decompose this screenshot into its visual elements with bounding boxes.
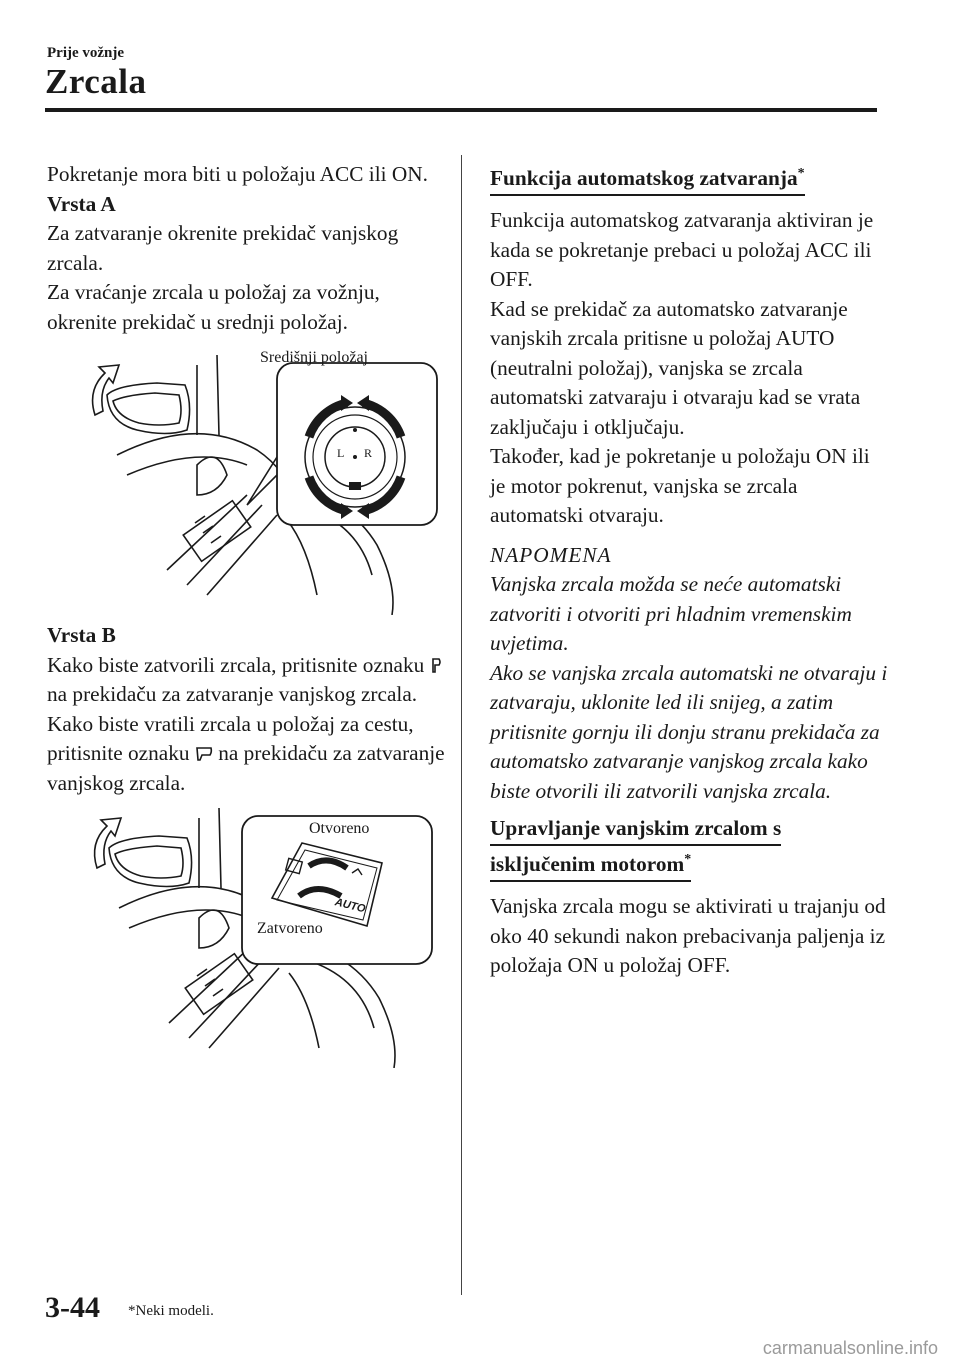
auto-close-text-3: Također, kad je pokretanje u položaju ON ili je motor pokrenut, vanjska se zrcala automatski otvaraju.: [490, 444, 870, 528]
door-mirror-switch-illustration-a: [47, 345, 447, 615]
auto-close-text-1: Funkcija automatskog zatvaranja aktiviran je kada se pokretanje prebaci u položaj ACC ili OFF.: [490, 208, 874, 292]
note-heading: NAPOMENA: [490, 542, 612, 567]
page-title: Zrcala: [45, 62, 147, 101]
closed-label: Zatvoreno: [257, 920, 323, 937]
mirror-unfold-icon: [195, 744, 213, 762]
left-column: [47, 160, 447, 1068]
auto-close-text-2: Kad se prekidač za automatsko zatvaranje vanjskih zrcala pritisne u položaj AUTO (neutralni položaj), vanjska se zrcala automatski zatvaraju i otvaraju kad se vrata zaključaju i otključaju.: [490, 296, 861, 439]
type-a-text-2: Za vraćanje zrcala u položaj za vožnju, okrenite prekidač u srednji položaj.: [47, 280, 380, 334]
door-mirror-switch-illustration-b: [47, 808, 447, 1068]
engine-off-text: Vanjska zrcala mogu se aktivirati u trajanju od oko 40 sekundi nakon prebacivanja paljenja iz položaja ON u položaj OFF.: [490, 894, 886, 978]
note-text-1: Vanjska zrcala možda se neće automatski zatvoriti i otvoriti pri hladnim vremenskim uvjetima.: [490, 572, 852, 656]
mirror-fold-icon: [430, 656, 442, 674]
open-label: Otvoreno: [309, 820, 370, 837]
center-position-label: Središnji položaj: [260, 349, 368, 366]
right-column: [490, 160, 890, 981]
note-text-2: Ako se vanjska zrcala automatski ne otvaraju i zatvaraju, uklonite led ili snijeg, a zatim pritisnite gornju ili donju stranu prekidača za automatsko zatvaranje vanjskog zrcala kako biste otvorili ili zatvorili vanjska zrcala.: [490, 660, 888, 803]
type-b-text-1a: Kako biste zatvorili zrcala, pritisnite oznaku: [47, 652, 425, 677]
type-a-heading: Vrsta A: [47, 191, 116, 216]
type-b-heading: Vrsta B: [47, 623, 116, 647]
page-number: 3-44: [45, 1291, 100, 1324]
type-a-text-1: Za zatvaranje okrenite prekidač vanjskog zrcala.: [47, 221, 399, 275]
column-divider: [461, 155, 462, 1295]
type-b-text-1b: na prekidaču za zatvaranje vanjskog zrcala.: [47, 682, 418, 706]
auto-close-heading-text: Funkcija automatskog zatvaranja: [490, 166, 798, 191]
auto-switch-callout: [242, 816, 432, 964]
figure-type-b: [47, 808, 447, 1068]
intro-text: Pokretanje mora biti u položaju ACC ili ON.: [47, 162, 428, 186]
engine-off-heading: [490, 814, 890, 882]
engine-off-heading-mark: *: [684, 852, 692, 868]
header-section-label: Prije vožnje: [47, 45, 125, 61]
knob-callout: [277, 363, 437, 525]
auto-close-heading: [490, 160, 805, 196]
type-b-text-2a: Kako biste vratili zrcala u položaj za cestu, pritisnite oznaku: [47, 711, 414, 765]
engine-off-heading-line-1: Upravljanje vanjskim zrcalom s: [490, 814, 781, 846]
engine-off-heading-line-2-text: isključenim motorom: [490, 852, 685, 877]
type-b-text-2b: na prekidaču za zatvaranje vanjskog zrcala.: [47, 741, 445, 795]
type-b-text-1: [47, 651, 447, 710]
figure-type-a: [47, 345, 447, 615]
knob-letter-l: L: [337, 446, 345, 460]
knob-letter-r: R: [364, 446, 373, 460]
watermark: carmanualsonline.info: [762, 1338, 938, 1358]
type-b-text-2: [47, 710, 447, 799]
engine-off-heading-line-2: [490, 846, 691, 882]
footnote: *Neki modeli.: [128, 1303, 214, 1319]
auto-button-text: AUTO: [333, 896, 367, 916]
auto-close-heading-mark: *: [797, 166, 805, 181]
header-rule: [45, 108, 877, 112]
